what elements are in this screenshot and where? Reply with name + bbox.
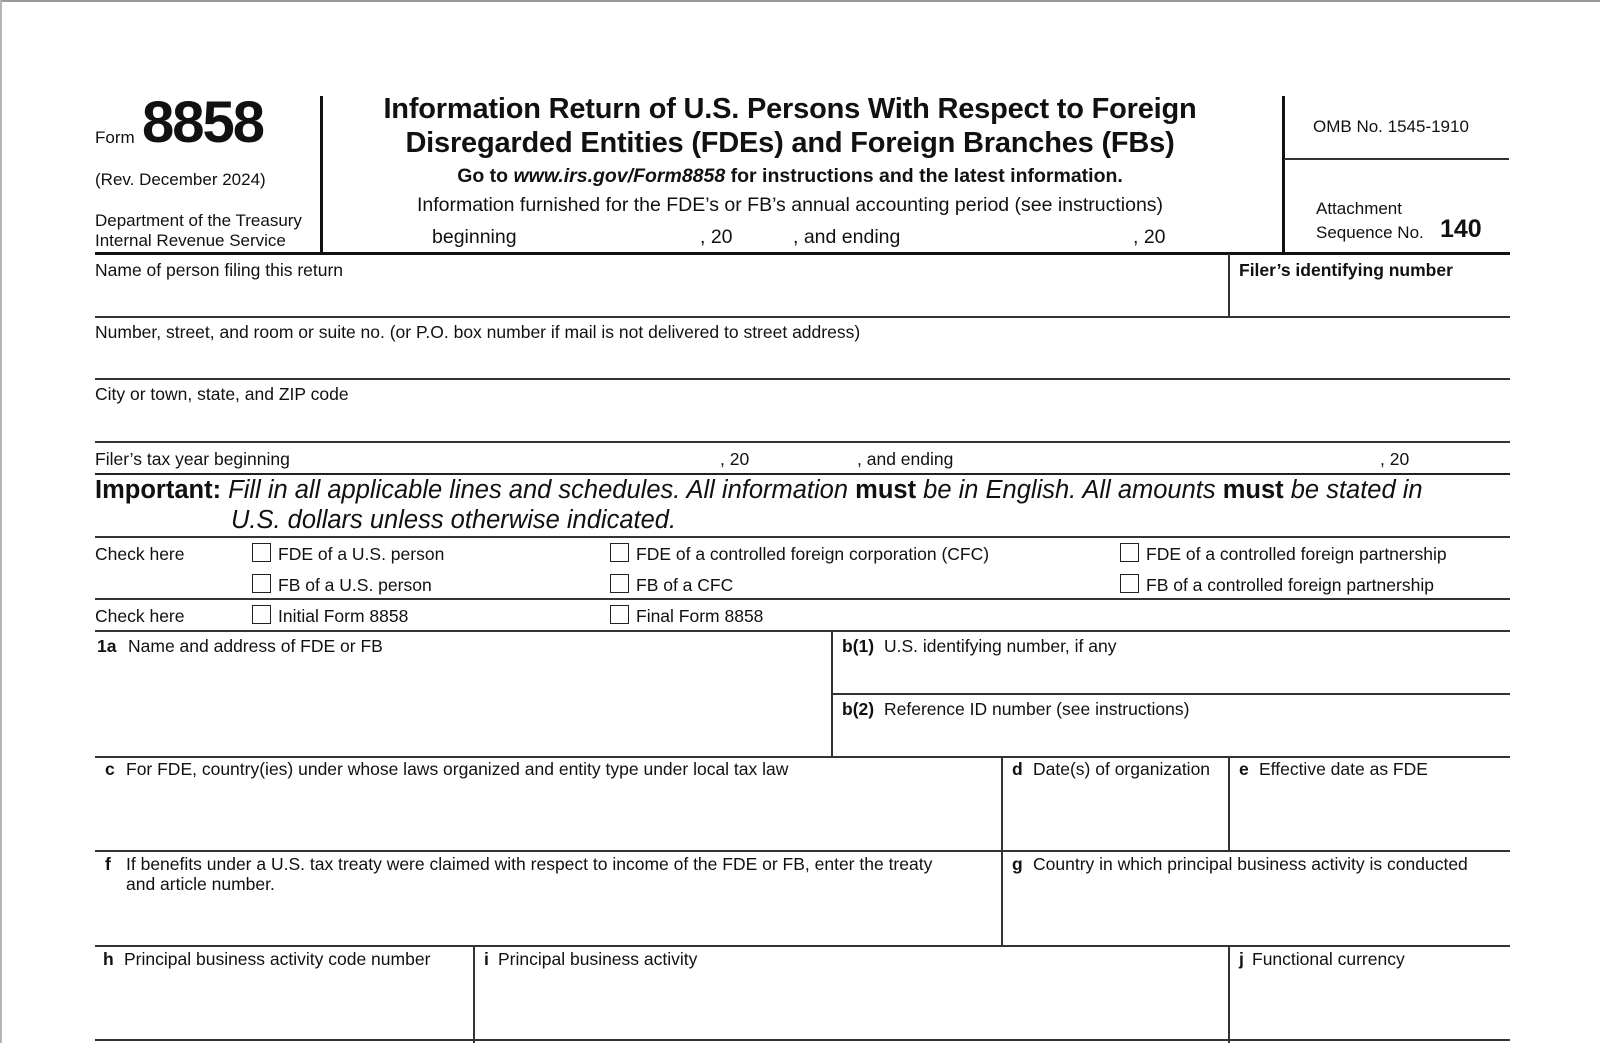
fde-cfc-label: FDE of a controlled foreign corporation (CFC) (636, 544, 990, 564)
fde-us-person-checkbox[interactable] (252, 543, 271, 562)
fb-us-person-checkbox[interactable] (252, 574, 271, 593)
line-f-number: f (105, 854, 111, 874)
tax-year-rule (95, 473, 1510, 475)
fb-cfp-checkbox[interactable] (1120, 574, 1139, 593)
form-label: Form (95, 128, 135, 147)
line-d-number: d (1012, 759, 1023, 779)
fde-name-address-field[interactable] (95, 660, 830, 752)
check-rule-1 (95, 598, 1510, 600)
line-f-label-2: and article number. (126, 874, 275, 894)
period-begin-field[interactable] (535, 224, 695, 248)
attachment-label: Attachment (1316, 199, 1402, 218)
header-bottom-rule (95, 252, 1510, 255)
fde-cfp-checkbox[interactable] (1120, 543, 1139, 562)
address-field[interactable] (95, 346, 1505, 376)
line-b1-number: b(1) (842, 636, 875, 656)
address-label: Number, street, and room or suite no. (or P.O. box number if mail is not delivered to street address) (95, 322, 861, 342)
form-title-line2: Disregarded Entities (FDEs) and Foreign Branches (FBs) (405, 127, 1175, 159)
fde-cfp-label: FDE of a controlled foreign partnership (1146, 544, 1447, 564)
organization-date-field[interactable] (1005, 782, 1225, 846)
filer-name-label: Name of person filing this return (95, 260, 344, 280)
filer-name-rule (95, 316, 1510, 318)
fb-cfp-label: FB of a controlled foreign partnership (1146, 575, 1434, 595)
instructions-line (322, 167, 1258, 187)
omb-divider (1284, 158, 1509, 160)
form-number: 8858 (142, 90, 264, 155)
fde-cfc-checkbox[interactable] (610, 543, 629, 562)
fb-cfc-label: FB of a CFC (636, 575, 734, 595)
important-note (95, 478, 1423, 504)
line-b2-label: Reference ID number (see instructions) (884, 699, 1190, 719)
line-i-label: Principal business activity (498, 949, 698, 969)
initial-form-label: Initial Form 8858 (278, 606, 409, 626)
tax-year-label: Filer’s tax year beginning (95, 449, 290, 469)
sequence-label: Sequence No. (1316, 223, 1424, 242)
line-h-rule (95, 1039, 1510, 1041)
period-begin-year-field[interactable] (740, 224, 790, 248)
header-right-divider (1282, 96, 1285, 253)
city-rule (95, 441, 1510, 443)
important-text-4: U.S. dollars unless otherwise indicated. (231, 506, 677, 534)
line-1-rule (95, 756, 1510, 758)
irs-url-link[interactable]: www.irs.gov/Form8858 (513, 165, 726, 187)
line-b1-label: U.S. identifying number, if any (884, 636, 1117, 656)
important-note-line2 (231, 508, 676, 534)
us-identifying-number-field[interactable] (838, 660, 1508, 690)
period-and-ending: , and ending (793, 226, 901, 248)
city-field[interactable] (95, 408, 1505, 438)
functional-currency-field[interactable] (1232, 972, 1507, 1034)
period-end-year-field[interactable] (1173, 224, 1233, 248)
omb-number: OMB No. 1545-1910 (1313, 117, 1469, 136)
period-end-field[interactable] (920, 224, 1130, 248)
business-country-field[interactable] (1005, 878, 1505, 940)
goto-suffix: for instructions and the latest information. (725, 165, 1123, 187)
line-1a-number: 1a (97, 636, 117, 656)
final-form-label: Final Form 8858 (636, 606, 764, 626)
tax-year-end-year-field[interactable] (1420, 446, 1505, 470)
line-b2-number: b(2) (842, 699, 875, 719)
department-line1: Department of the Treasury (95, 211, 302, 230)
final-form-checkbox[interactable] (610, 605, 629, 624)
check-here-label-2: Check here (95, 606, 185, 626)
line-c-divider (1001, 757, 1003, 946)
line-g-number: g (1012, 854, 1023, 874)
treaty-article-field[interactable] (95, 898, 995, 940)
line-i-number: i (484, 949, 489, 969)
line-e-label: Effective date as FDE (1259, 759, 1428, 779)
important-text-2: be in English. All amounts (916, 476, 1223, 504)
line-c-label: For FDE, country(ies) under whose laws organized and entity type under local tax law (126, 759, 789, 779)
sequence-number: 140 (1440, 215, 1482, 243)
line-d-divider (1228, 757, 1230, 852)
filer-id-label: Filer’s identifying number (1239, 260, 1453, 280)
check-rule-2 (95, 630, 1510, 632)
fb-us-person-label: FB of a U.S. person (278, 575, 432, 595)
important-label: Important: (95, 476, 222, 504)
fb-cfc-checkbox[interactable] (610, 574, 629, 593)
tax-year-and-ending: , and ending (857, 449, 954, 469)
important-text-3: be stated in (1283, 476, 1423, 504)
line-g-label: Country in which principal business activity is conducted (1033, 854, 1468, 874)
line-b1-rule (832, 693, 1510, 695)
goto-prefix: Go to (457, 165, 514, 187)
important-rule (95, 536, 1510, 538)
tax-year-end-field[interactable] (965, 446, 1375, 470)
line-c-number: c (105, 759, 115, 779)
line-e-number: e (1239, 759, 1249, 779)
tax-year-20-a: , 20 (720, 449, 750, 469)
fde-us-person-label: FDE of a U.S. person (278, 544, 445, 564)
period-20-a: , 20 (700, 226, 733, 248)
check-here-label-1: Check here (95, 544, 185, 564)
line-c-rule (95, 850, 1510, 852)
line-i-divider (1228, 946, 1230, 1043)
line-h-divider (473, 946, 475, 1043)
filer-name-field[interactable] (95, 284, 1225, 314)
line-f-label-1: If benefits under a U.S. tax treaty were claimed with respect to income of the FDE or FB, enter the treaty (126, 854, 933, 874)
effective-date-field[interactable] (1232, 782, 1507, 846)
line-f-rule (95, 945, 1510, 947)
address-rule (95, 378, 1510, 380)
important-text-1: Fill in all applicable lines and schedules. All information (221, 476, 856, 504)
reference-id-field[interactable] (838, 722, 1508, 752)
business-activity-field[interactable] (478, 972, 1223, 1034)
period-beginning-label: beginning (432, 226, 517, 248)
period-info: Information furnished for the FDE’s or FB’s annual accounting period (see instructions) (416, 194, 1164, 216)
activity-code-field[interactable] (95, 972, 470, 1034)
line-j-label: Functional currency (1252, 949, 1405, 969)
filer-id-divider (1228, 254, 1230, 317)
tax-year-begin-year-field[interactable] (760, 446, 855, 470)
form-title-line1: Information Return of U.S. Persons With Respect to Foreign (383, 93, 1197, 125)
initial-form-checkbox[interactable] (252, 605, 271, 624)
period-20-b: , 20 (1133, 226, 1166, 248)
line-h-label: Principal business activity code number (124, 949, 431, 969)
line-h-number: h (103, 949, 114, 969)
tax-year-begin-field[interactable] (305, 446, 715, 470)
tax-year-20-b: , 20 (1380, 449, 1410, 469)
important-must-1: must (855, 476, 917, 504)
department-line2: Internal Revenue Service (95, 231, 286, 250)
filer-id-field[interactable] (1236, 284, 1506, 314)
line-j-number: j (1239, 949, 1244, 969)
line-d-label: Date(s) of organization (1033, 759, 1211, 779)
fde-country-entity-field[interactable] (95, 782, 995, 846)
line-1a-label: Name and address of FDE or FB (128, 636, 383, 656)
important-must-2: must (1222, 476, 1284, 504)
form-revision: (Rev. December 2024) (95, 170, 266, 189)
city-label: City or town, state, and ZIP code (95, 384, 349, 404)
